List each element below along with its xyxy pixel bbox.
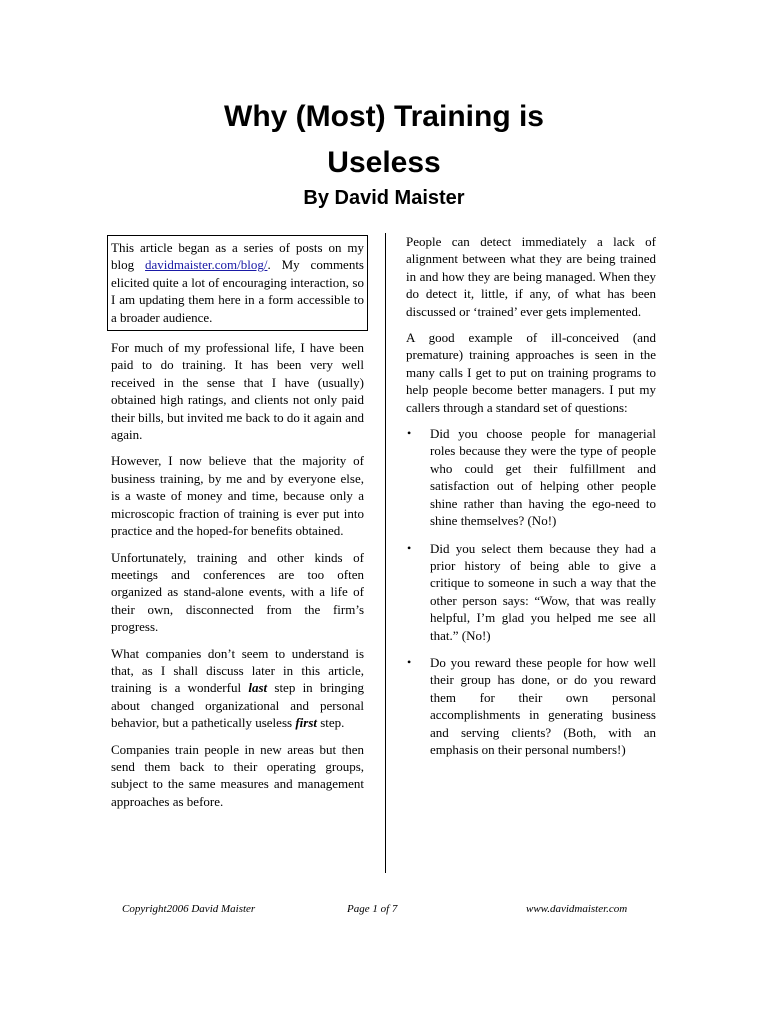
footer-copyright: Copyright2006 David Maister (122, 903, 256, 915)
left-paragraph-5: Companies train people in new areas but then send them back to their operating groups, subject to the same measures and management approaches as before. (111, 741, 364, 809)
article-title (0, 94, 768, 186)
question-list (406, 425, 656, 758)
bullet-icon: • (407, 540, 412, 555)
intro-box (107, 235, 368, 331)
column-divider (385, 233, 386, 873)
left-paragraph-2: However, I now believe that the majority of business training, by me and by everyone else, is a waste of money and time, because only a microscopic fraction of training is ever put into practice and the hoped-for benefits obtained. (111, 453, 364, 539)
p4-text-a: What companies don’t seem to understand is that, as I shall discuss later in this article, training is a wonderful (111, 645, 364, 696)
author-byline: By David Maister (303, 187, 465, 209)
left-paragraph-3: Unfortunately, training and other kinds of meetings and conferences are too often organized as stand-alone events, with a life of their own, disconnected from the firm’s progress. (111, 549, 364, 635)
title-line-1: Why (Most) Training is (224, 100, 544, 133)
footer-page-number: Page 1 of 7 (347, 903, 398, 915)
list-item (406, 540, 656, 644)
bullet-icon: • (407, 654, 412, 669)
emphasis-last: last (248, 680, 268, 696)
left-paragraph-1: For much of my professional life, I have been paid to do training. It has been very well received in the sense that I have (usually) obtained high ratings, and clients not only paid their bills, but invited me back to do it again and again. (111, 340, 364, 443)
right-paragraph-2: A good example of ill-conceived (and premature) training approaches is seen in the many calls I get to put on training programs to help people become better managers. I put my callers through a standard set of questions: (406, 330, 656, 415)
list-item-text: Did you choose people for managerial roles because they were the type of people who could get their fulfillment and satisfaction out of helping other people shine rather than having the ego-need to shine themselves? (No!) (430, 426, 656, 529)
p4-text-b: step in bringing about changed organizational and personal behavior, but a pathetically useless (111, 680, 364, 731)
list-item-text: Do you reward these people for how well their group has done, or do you reward them for their own personal accomplishments in generating business and serving clients? (Both, with an emphasis on their personal numbers!) (430, 654, 656, 757)
intro-text-after-link: . My comments elicited quite a lot of encouraging interaction, so I am updating them here in a form accessible to a broader audience. (111, 257, 364, 325)
title-line-2: Useless (327, 146, 441, 179)
p4-text-c: step. (316, 715, 345, 731)
bullet-icon: • (407, 426, 412, 441)
left-paragraph-4 (111, 645, 364, 732)
list-item-text: Did you select them because they had a prior history of being able to give a critique to someone in such a way that the other person says: “Wow, that was really helpful, I’m glad you helped me see all that.” (No!) (430, 540, 656, 643)
list-item (406, 654, 656, 758)
right-column (406, 233, 656, 768)
left-column (111, 235, 364, 819)
list-item (406, 425, 656, 529)
right-paragraph-1: People can detect immediately a lack of alignment between what they are being trained in and how they are being managed. When they do detect it, little, if any, of what has been discussed or ‘trained’ ever gets implemented. (406, 234, 656, 319)
footer-website: www.davidmaister.com (526, 903, 628, 915)
intro-text-before-link: This article began as a series of posts on my blog (111, 240, 364, 273)
emphasis-first: first (295, 715, 317, 731)
blog-link[interactable]: davidmaister.com/blog/ (145, 257, 268, 273)
